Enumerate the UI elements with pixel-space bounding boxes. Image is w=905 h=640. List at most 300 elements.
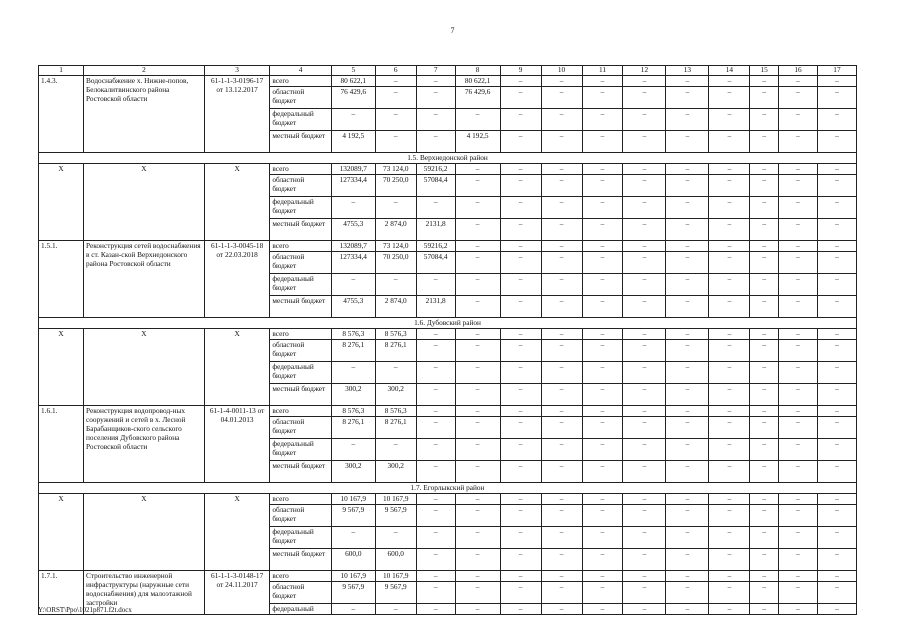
budget-source-label: областной бюджет	[270, 87, 331, 109]
empty-amount-cell: –	[709, 406, 750, 417]
section-title: 1.7. Егорлыкский район	[39, 483, 857, 494]
empty-amount-cell: –	[623, 494, 666, 505]
empty-amount-cell: –	[541, 439, 582, 461]
empty-amount-cell: –	[709, 362, 750, 384]
empty-amount-cell: –	[709, 604, 750, 615]
empty-amount-cell: –	[500, 362, 541, 384]
amount-cell: 10 167,9	[331, 494, 375, 505]
item-name: Реконструкция сетей водоснабжения в ст. Казан-ской Верхнедонского района Ростовской области	[84, 241, 205, 318]
empty-amount-cell: –	[623, 76, 666, 87]
amount-cell: –	[416, 571, 455, 582]
amount-cell: –	[416, 549, 455, 571]
empty-amount-cell: –	[817, 109, 856, 131]
item-code: 1.6.1.	[39, 406, 84, 483]
empty-amount-cell: –	[666, 296, 709, 318]
empty-amount-cell: –	[779, 582, 818, 604]
amount-cell: –	[455, 571, 500, 582]
empty-amount-cell: –	[541, 131, 582, 153]
table-row	[39, 164, 857, 175]
amount-cell: –	[455, 582, 500, 604]
empty-amount-cell: –	[623, 131, 666, 153]
amount-cell: –	[455, 109, 500, 131]
empty-amount-cell: –	[779, 164, 818, 175]
empty-amount-cell: –	[817, 241, 856, 252]
empty-amount-cell: –	[582, 505, 623, 527]
amount-cell: –	[416, 274, 455, 296]
table-row	[39, 571, 857, 582]
amount-cell: 8 576,3	[331, 406, 375, 417]
empty-amount-cell: –	[666, 175, 709, 197]
empty-amount-cell: –	[666, 549, 709, 571]
amount-cell: 4 192,5	[455, 131, 500, 153]
empty-amount-cell: –	[623, 527, 666, 549]
amount-cell: –	[375, 439, 416, 461]
empty-amount-cell: –	[709, 87, 750, 109]
empty-amount-cell: –	[500, 406, 541, 417]
amount-cell: –	[375, 527, 416, 549]
empty-amount-cell: –	[500, 340, 541, 362]
item-code: 1.4.3.	[39, 76, 84, 153]
amount-cell: –	[375, 109, 416, 131]
empty-amount-cell: –	[709, 329, 750, 340]
empty-amount-cell: –	[623, 439, 666, 461]
amount-cell: –	[416, 439, 455, 461]
empty-amount-cell: –	[623, 87, 666, 109]
amount-cell: 9 567,9	[375, 582, 416, 604]
section-row	[39, 318, 857, 329]
amount-cell: –	[455, 219, 500, 241]
item-name: Реконструкция водопровод-ных сооружений и сетей в х. Лесной Барабанщиков-ского сельского поселения Дубовского района Ростовской области	[84, 406, 205, 483]
amount-cell: –	[455, 274, 500, 296]
amount-cell: –	[375, 604, 416, 615]
budget-source-label: федеральный	[270, 604, 331, 615]
empty-amount-cell: –	[500, 274, 541, 296]
empty-amount-cell: –	[500, 76, 541, 87]
empty-amount-cell: –	[779, 131, 818, 153]
empty-amount-cell: –	[817, 527, 856, 549]
empty-amount-cell: –	[623, 219, 666, 241]
empty-amount-cell: –	[817, 340, 856, 362]
empty-amount-cell: –	[750, 131, 779, 153]
empty-amount-cell: –	[779, 219, 818, 241]
empty-amount-cell: –	[750, 164, 779, 175]
column-number: 15	[750, 66, 779, 76]
budget-source-label: местный бюджет	[270, 384, 331, 406]
empty-amount-cell: –	[709, 527, 750, 549]
amount-cell: –	[331, 362, 375, 384]
empty-amount-cell: –	[541, 87, 582, 109]
table-row	[39, 494, 857, 505]
budget-source-label: областной бюджет	[270, 505, 331, 527]
budget-source-label: всего	[270, 406, 331, 417]
empty-amount-cell: –	[500, 439, 541, 461]
item-code: 1.5.1.	[39, 241, 84, 318]
empty-amount-cell: –	[817, 131, 856, 153]
item-code: 1.7.1.	[39, 571, 84, 615]
amount-cell: –	[455, 494, 500, 505]
empty-amount-cell: –	[779, 549, 818, 571]
amount-cell: 59216,2	[416, 164, 455, 175]
empty-amount-cell: –	[709, 219, 750, 241]
empty-amount-cell: –	[817, 274, 856, 296]
empty-amount-cell: –	[750, 406, 779, 417]
section-title: 1.6. Дубовский район	[39, 318, 857, 329]
empty-amount-cell: –	[750, 76, 779, 87]
column-number: 1	[39, 66, 84, 76]
budget-source-label: всего	[270, 164, 331, 175]
amount-cell: –	[416, 505, 455, 527]
empty-amount-cell: –	[582, 417, 623, 439]
empty-amount-cell: –	[541, 219, 582, 241]
amount-cell: –	[416, 384, 455, 406]
empty-amount-cell: –	[750, 439, 779, 461]
column-number: 4	[270, 66, 331, 76]
empty-amount-cell: –	[541, 406, 582, 417]
empty-amount-cell: –	[779, 461, 818, 483]
empty-amount-cell: –	[541, 604, 582, 615]
empty-amount-cell: –	[666, 461, 709, 483]
empty-amount-cell: –	[750, 362, 779, 384]
table-row	[39, 329, 857, 340]
amount-cell: –	[455, 197, 500, 219]
empty-amount-cell: –	[582, 76, 623, 87]
empty-amount-cell: –	[709, 571, 750, 582]
item-document: X	[204, 329, 270, 406]
empty-amount-cell: –	[666, 76, 709, 87]
amount-cell: –	[331, 109, 375, 131]
empty-amount-cell: –	[582, 241, 623, 252]
budget-source-label: федеральный бюджет	[270, 109, 331, 131]
empty-amount-cell: –	[750, 252, 779, 274]
empty-amount-cell: –	[582, 384, 623, 406]
empty-amount-cell: –	[582, 340, 623, 362]
column-number: 7	[416, 66, 455, 76]
empty-amount-cell: –	[709, 582, 750, 604]
empty-amount-cell: –	[709, 175, 750, 197]
amount-cell: 8 576,3	[375, 406, 416, 417]
empty-amount-cell: –	[779, 505, 818, 527]
empty-amount-cell: –	[817, 175, 856, 197]
amount-cell: –	[416, 131, 455, 153]
empty-amount-cell: –	[817, 219, 856, 241]
empty-amount-cell: –	[709, 252, 750, 274]
column-number: 9	[500, 66, 541, 76]
empty-amount-cell: –	[666, 87, 709, 109]
empty-amount-cell: –	[582, 131, 623, 153]
empty-amount-cell: –	[666, 109, 709, 131]
empty-amount-cell: –	[750, 219, 779, 241]
empty-amount-cell: –	[709, 197, 750, 219]
empty-amount-cell: –	[582, 527, 623, 549]
amount-cell: –	[455, 252, 500, 274]
empty-amount-cell: –	[582, 296, 623, 318]
amount-cell: –	[416, 76, 455, 87]
amount-cell: –	[455, 384, 500, 406]
empty-amount-cell: –	[582, 604, 623, 615]
budget-source-label: областной бюджет	[270, 340, 331, 362]
empty-amount-cell: –	[500, 604, 541, 615]
empty-amount-cell: –	[709, 109, 750, 131]
empty-amount-cell: –	[709, 164, 750, 175]
amount-cell: –	[331, 197, 375, 219]
empty-amount-cell: –	[541, 241, 582, 252]
amount-cell: –	[416, 494, 455, 505]
empty-amount-cell: –	[623, 505, 666, 527]
budget-source-label: федеральный бюджет	[270, 274, 331, 296]
amount-cell: 80 622,1	[331, 76, 375, 87]
column-number: 17	[817, 66, 856, 76]
empty-amount-cell: –	[666, 252, 709, 274]
empty-amount-cell: –	[582, 582, 623, 604]
amount-cell: –	[375, 197, 416, 219]
empty-amount-cell: –	[817, 329, 856, 340]
empty-amount-cell: –	[623, 582, 666, 604]
empty-amount-cell: –	[779, 252, 818, 274]
empty-amount-cell: –	[541, 582, 582, 604]
item-document: 61-1-1-3-0196-17 от 13.12.2017	[204, 76, 270, 153]
column-number: 13	[666, 66, 709, 76]
empty-amount-cell: –	[623, 417, 666, 439]
empty-amount-cell: –	[500, 582, 541, 604]
empty-amount-cell: –	[582, 571, 623, 582]
empty-amount-cell: –	[623, 274, 666, 296]
empty-amount-cell: –	[817, 76, 856, 87]
empty-amount-cell: –	[666, 494, 709, 505]
amount-cell: –	[331, 527, 375, 549]
empty-amount-cell: –	[750, 175, 779, 197]
amount-cell: 10 167,9	[375, 494, 416, 505]
empty-amount-cell: –	[666, 131, 709, 153]
item-name: X	[84, 164, 205, 241]
amount-cell: 73 124,0	[375, 241, 416, 252]
amount-cell: –	[331, 604, 375, 615]
empty-amount-cell: –	[817, 505, 856, 527]
empty-amount-cell: –	[541, 329, 582, 340]
item-document: 61-1-4-0011-13 от 04.01.2013	[204, 406, 270, 483]
empty-amount-cell: –	[500, 197, 541, 219]
table-row	[39, 76, 857, 87]
budget-source-label: федеральный бюджет	[270, 439, 331, 461]
empty-amount-cell: –	[582, 406, 623, 417]
empty-amount-cell: –	[541, 197, 582, 219]
amount-cell: –	[416, 197, 455, 219]
empty-amount-cell: –	[750, 417, 779, 439]
column-number: 2	[84, 66, 205, 76]
empty-amount-cell: –	[541, 527, 582, 549]
budget-source-label: всего	[270, 76, 331, 87]
empty-amount-cell: –	[541, 76, 582, 87]
column-number: 12	[623, 66, 666, 76]
amount-cell: –	[416, 87, 455, 109]
empty-amount-cell: –	[623, 241, 666, 252]
empty-amount-cell: –	[750, 604, 779, 615]
amount-cell: –	[455, 505, 500, 527]
amount-cell: 600,0	[331, 549, 375, 571]
empty-amount-cell: –	[709, 340, 750, 362]
column-number: 14	[709, 66, 750, 76]
budget-source-label: местный бюджет	[270, 131, 331, 153]
column-number: 8	[455, 66, 500, 76]
empty-amount-cell: –	[541, 417, 582, 439]
amount-cell: 600,0	[375, 549, 416, 571]
empty-amount-cell: –	[541, 296, 582, 318]
amount-cell: –	[331, 439, 375, 461]
empty-amount-cell: –	[500, 494, 541, 505]
amount-cell: –	[375, 362, 416, 384]
empty-amount-cell: –	[541, 175, 582, 197]
empty-amount-cell: –	[500, 329, 541, 340]
budget-source-label: всего	[270, 571, 331, 582]
amount-cell: –	[331, 274, 375, 296]
empty-amount-cell: –	[541, 252, 582, 274]
empty-amount-cell: –	[666, 406, 709, 417]
amount-cell: 127334,4	[331, 175, 375, 197]
empty-amount-cell: –	[666, 340, 709, 362]
amount-cell: –	[375, 131, 416, 153]
empty-amount-cell: –	[666, 219, 709, 241]
amount-cell: –	[375, 76, 416, 87]
empty-amount-cell: –	[500, 131, 541, 153]
empty-amount-cell: –	[623, 571, 666, 582]
item-document: 61-1-1-3-0148-17 от 24.11.2017	[204, 571, 270, 615]
empty-amount-cell: –	[623, 329, 666, 340]
amount-cell: –	[375, 87, 416, 109]
column-number-row	[39, 66, 857, 76]
empty-amount-cell: –	[750, 461, 779, 483]
empty-amount-cell: –	[541, 274, 582, 296]
empty-amount-cell: –	[750, 527, 779, 549]
amount-cell: –	[455, 461, 500, 483]
budget-source-label: областной бюджет	[270, 252, 331, 274]
empty-amount-cell: –	[817, 439, 856, 461]
empty-amount-cell: –	[779, 87, 818, 109]
empty-amount-cell: –	[666, 571, 709, 582]
empty-amount-cell: –	[750, 494, 779, 505]
budget-source-label: федеральный бюджет	[270, 527, 331, 549]
column-number: 11	[582, 66, 623, 76]
amount-cell: 9 567,9	[375, 505, 416, 527]
empty-amount-cell: –	[500, 505, 541, 527]
amount-cell: 2 874,0	[375, 219, 416, 241]
amount-cell: 8 576,3	[331, 329, 375, 340]
amount-cell: 59216,2	[416, 241, 455, 252]
amount-cell: –	[416, 417, 455, 439]
empty-amount-cell: –	[666, 274, 709, 296]
amount-cell: 70 250,0	[375, 175, 416, 197]
empty-amount-cell: –	[541, 505, 582, 527]
empty-amount-cell: –	[779, 340, 818, 362]
amount-cell: –	[455, 164, 500, 175]
amount-cell: –	[455, 417, 500, 439]
empty-amount-cell: –	[582, 197, 623, 219]
amount-cell: 300,2	[331, 461, 375, 483]
empty-amount-cell: –	[582, 175, 623, 197]
empty-amount-cell: –	[817, 461, 856, 483]
amount-cell: 300,2	[375, 461, 416, 483]
empty-amount-cell: –	[817, 406, 856, 417]
amount-cell: 73 124,0	[375, 164, 416, 175]
empty-amount-cell: –	[582, 439, 623, 461]
empty-amount-cell: –	[709, 131, 750, 153]
amount-cell: –	[455, 362, 500, 384]
amount-cell: 10 167,9	[375, 571, 416, 582]
empty-amount-cell: –	[500, 87, 541, 109]
empty-amount-cell: –	[779, 329, 818, 340]
item-name: X	[84, 329, 205, 406]
amount-cell: 8 276,1	[331, 340, 375, 362]
empty-amount-cell: –	[750, 571, 779, 582]
section-title: 1.5. Верхнедонской район	[39, 153, 857, 164]
amount-cell: –	[416, 582, 455, 604]
amount-cell: –	[416, 340, 455, 362]
budget-source-label: местный бюджет	[270, 461, 331, 483]
empty-amount-cell: –	[666, 505, 709, 527]
empty-amount-cell: –	[623, 109, 666, 131]
amount-cell: –	[455, 329, 500, 340]
empty-amount-cell: –	[500, 164, 541, 175]
empty-amount-cell: –	[500, 527, 541, 549]
empty-amount-cell: –	[817, 582, 856, 604]
empty-amount-cell: –	[623, 406, 666, 417]
item-document: X	[204, 164, 270, 241]
column-number: 10	[541, 66, 582, 76]
empty-amount-cell: –	[623, 296, 666, 318]
empty-amount-cell: –	[666, 417, 709, 439]
empty-amount-cell: –	[666, 384, 709, 406]
empty-amount-cell: –	[709, 417, 750, 439]
empty-amount-cell: –	[750, 296, 779, 318]
empty-amount-cell: –	[817, 417, 856, 439]
amount-cell: 300,2	[375, 384, 416, 406]
empty-amount-cell: –	[582, 329, 623, 340]
empty-amount-cell: –	[666, 164, 709, 175]
budget-source-label: областной бюджет	[270, 175, 331, 197]
empty-amount-cell: –	[779, 274, 818, 296]
empty-amount-cell: –	[500, 252, 541, 274]
empty-amount-cell: –	[750, 197, 779, 219]
empty-amount-cell: –	[750, 549, 779, 571]
empty-amount-cell: –	[582, 461, 623, 483]
section-row	[39, 153, 857, 164]
column-number: 16	[779, 66, 818, 76]
budget-source-label: местный бюджет	[270, 219, 331, 241]
empty-amount-cell: –	[500, 549, 541, 571]
amount-cell: 76 429,6	[331, 87, 375, 109]
empty-amount-cell: –	[709, 296, 750, 318]
empty-amount-cell: –	[817, 296, 856, 318]
amount-cell: –	[416, 406, 455, 417]
budget-source-label: всего	[270, 329, 331, 340]
amount-cell: –	[375, 274, 416, 296]
item-document: X	[204, 494, 270, 571]
amount-cell: 57084,4	[416, 252, 455, 274]
column-number: 6	[375, 66, 416, 76]
budget-table	[38, 65, 857, 615]
empty-amount-cell: –	[709, 461, 750, 483]
empty-amount-cell: –	[666, 241, 709, 252]
item-name: Водоснабжение х. Нижне-попов, Белокалитвинского района Ростовской области	[84, 76, 205, 153]
amount-cell: –	[416, 109, 455, 131]
amount-cell: –	[455, 604, 500, 615]
empty-amount-cell: –	[750, 384, 779, 406]
empty-amount-cell: –	[623, 197, 666, 219]
empty-amount-cell: –	[750, 241, 779, 252]
amount-cell: 57084,4	[416, 175, 455, 197]
empty-amount-cell: –	[623, 175, 666, 197]
empty-amount-cell: –	[779, 604, 818, 615]
amount-cell: 9 567,9	[331, 505, 375, 527]
empty-amount-cell: –	[709, 274, 750, 296]
